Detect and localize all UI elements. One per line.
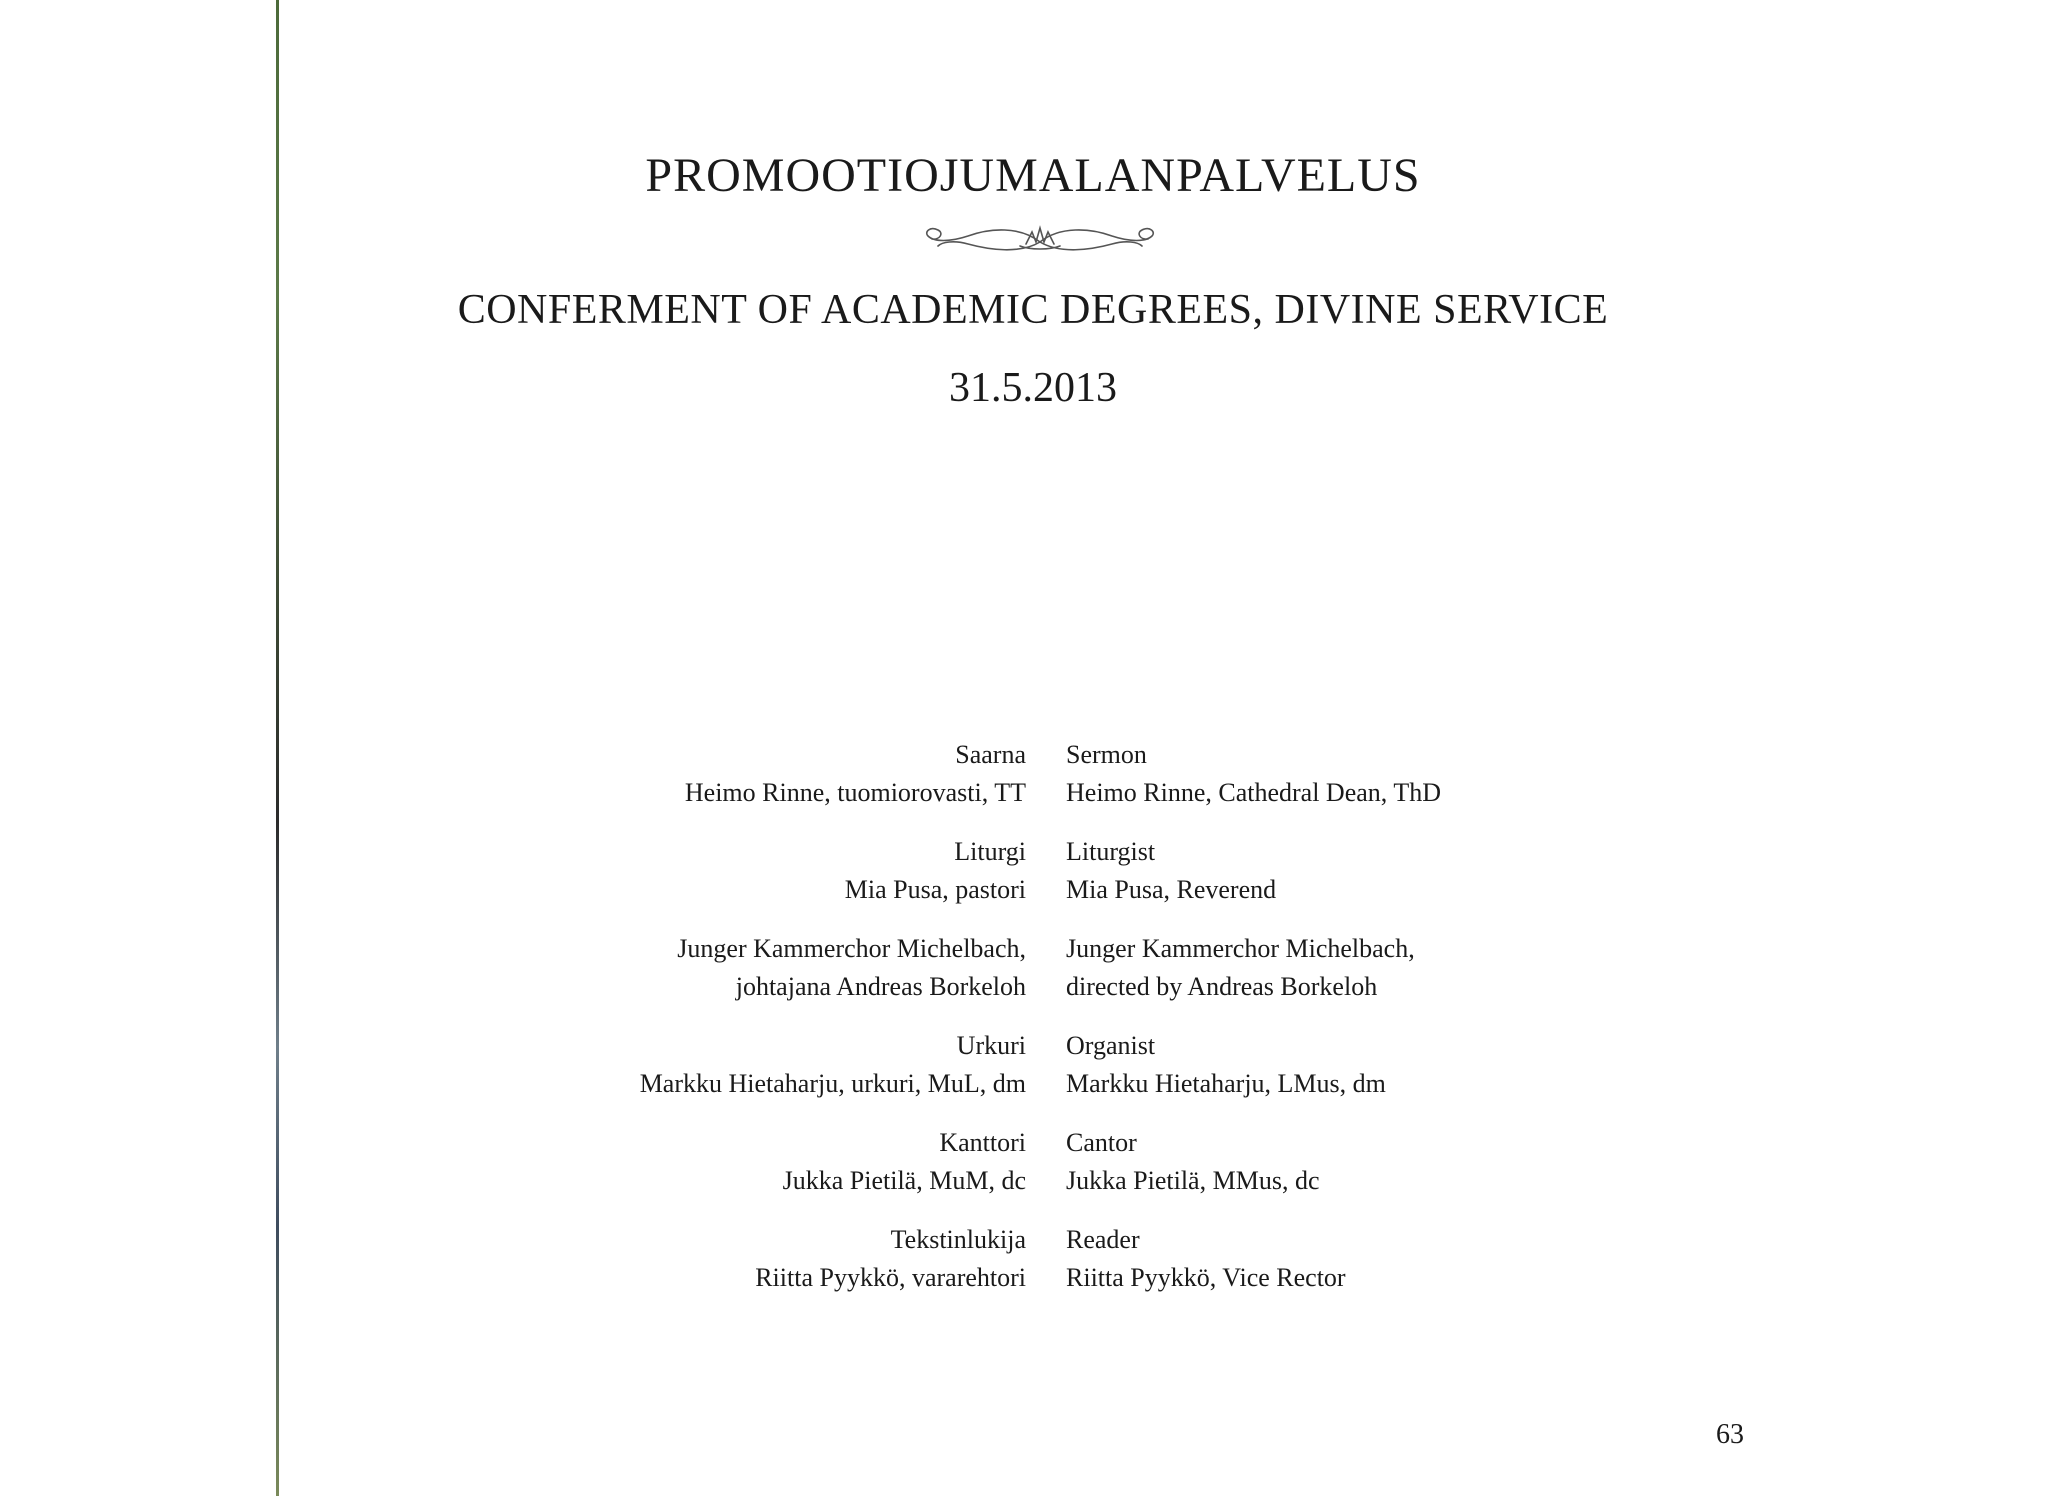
credit-name-en: Markku Hietaharju, LMus, dm [1066, 1069, 1386, 1098]
credit-role-fi: Tekstinlukija [890, 1225, 1026, 1254]
credit-organist [0, 1027, 2048, 1124]
credit-role-en: Cantor [1066, 1128, 1137, 1157]
credit-name-en: Mia Pusa, Reverend [1066, 875, 1277, 904]
credit-role-fi: Urkuri [956, 1031, 1026, 1060]
credit-role-en: Liturgist [1066, 837, 1156, 866]
credit-name-en: Jukka Pietilä, MMus, dc [1066, 1166, 1320, 1195]
credit-name-fi: Jukka Pietilä, MuM, dc [782, 1166, 1026, 1195]
credit-role-en: Sermon [1066, 740, 1147, 769]
credit-role-en: Junger Kammerchor Michelbach, [1066, 934, 1415, 963]
page-title-english: CONFERMENT OF ACADEMIC DEGREES, DIVINE SERVICE [457, 287, 1609, 333]
credit-name-fi: Riitta Pyykkö, vararehtori [755, 1263, 1026, 1292]
credit-sermon [0, 736, 2048, 833]
credit-name-en: Heimo Rinne, Cathedral Dean, ThD [1066, 778, 1441, 807]
credit-reader [0, 1221, 2048, 1318]
credit-role-fi: Kanttori [939, 1128, 1026, 1157]
credit-role-fi: Liturgi [954, 837, 1026, 866]
credit-name-en: directed by Andreas Borkeloh [1066, 972, 1378, 1001]
credit-role-en: Reader [1066, 1225, 1140, 1254]
page-title-finnish: PROMOOTIOJUMALANPALVELUS [645, 149, 1421, 202]
flourish-ornament-icon [920, 220, 1160, 260]
credit-liturgist [0, 833, 2048, 930]
credit-name-fi: johtajana Andreas Borkeloh [735, 972, 1026, 1001]
credit-name-fi: Heimo Rinne, tuomiorovasti, TT [684, 778, 1026, 807]
page-number: 63 [1716, 1419, 1744, 1450]
credit-cantor [0, 1124, 2048, 1221]
credit-name-fi: Markku Hietaharju, urkuri, MuL, dm [639, 1069, 1026, 1098]
service-date: 31.5.2013 [949, 365, 1117, 411]
credit-choir [0, 930, 2048, 1027]
credit-role-fi: Junger Kammerchor Michelbach, [677, 934, 1026, 963]
credit-role-en: Organist [1066, 1031, 1156, 1060]
credit-name-fi: Mia Pusa, pastori [844, 875, 1026, 904]
credit-name-en: Riitta Pyykkö, Vice Rector [1066, 1263, 1346, 1292]
credits-list [0, 736, 2048, 1318]
credit-role-fi: Saarna [955, 740, 1026, 769]
